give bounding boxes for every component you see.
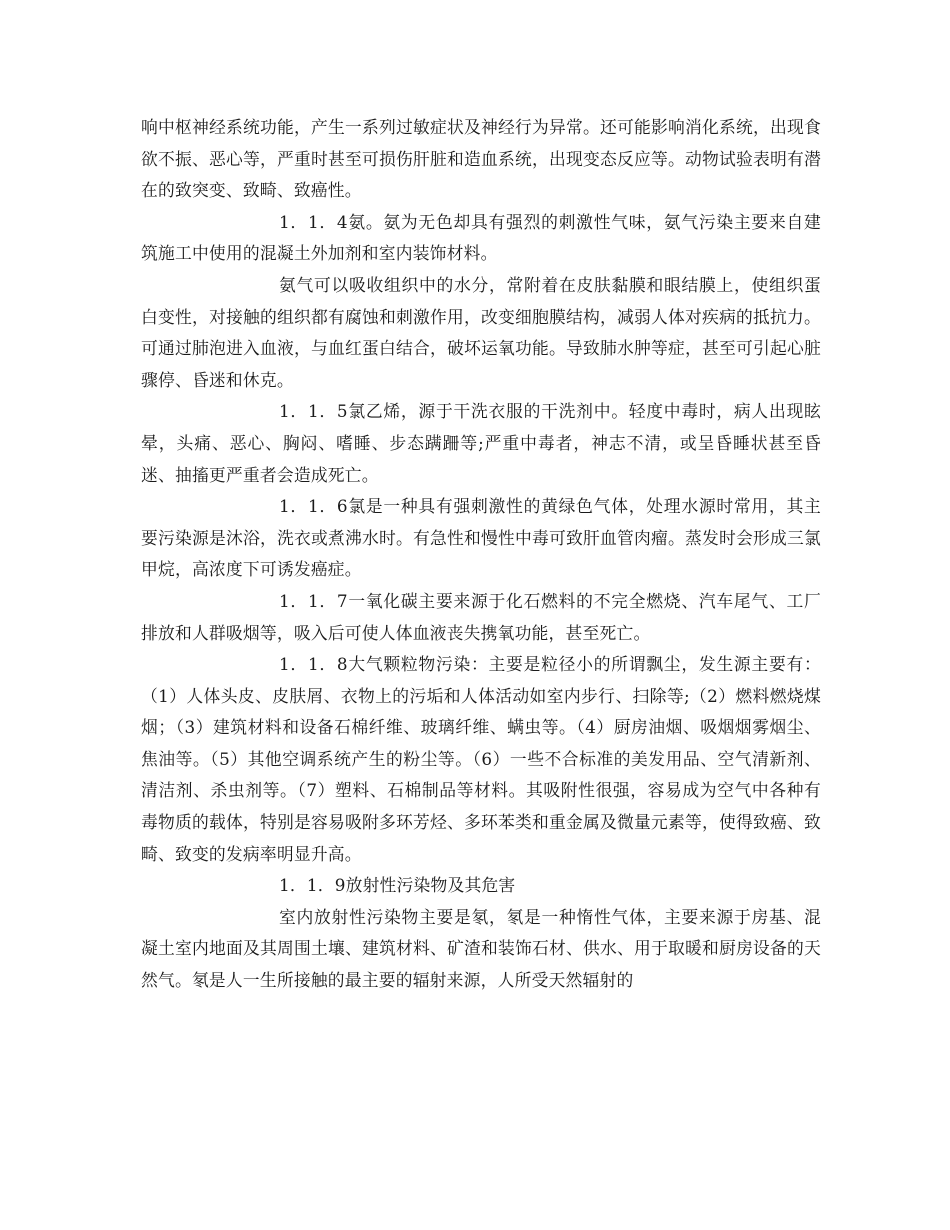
section-heading-radioactive: 1．1．9放射性污染物及其危害 <box>279 875 516 896</box>
paragraph-radon: 室内放射性污染物主要是氡，氡是一种惰性气体，主要来源于房基、混凝土室内地面及其周围土壤、建筑材料、矿渣和装饰石材、供水、用于取暖和厨房设备的天然气。氡是人一生所接触的最主要的辐射来源，人所受天然辐射的 <box>141 906 821 991</box>
paragraph-chlorine: 1．1．6氯是一种具有强刺激性的黄绿色气体，处理水源时常用，其主要污染源是沐浴，洗衣或煮沸水时。有急性和慢性中毒可致肝血管肉瘤。蒸发时会形成三氯甲烷，高浓度下可诱发癌症。 <box>141 496 821 580</box>
paragraph-ammonia: 1．1．4氨。氨为无色却具有强烈的刺激性气味，氨气污染主要来自建筑施工中使用的混凝土外加剂和室内装饰材料。 <box>141 211 821 264</box>
paragraph-vinyl-chloride: 1．1．5氯乙烯，源于干洗衣服的干洗剂中。轻度中毒时，病人出现眩晕，头痛、恶心、胸闷、嗜睡、步态蹒跚等;严重中毒者，神志不清，或呈昏睡状甚至昏迷、抽搐更严重者会造成死亡。 <box>141 401 821 485</box>
document-body <box>141 112 821 997</box>
paragraph-carbon-monoxide: 1．1．7一氧化碳主要来源于化石燃料的不完全燃烧、汽车尾气、工厂排放和人群吸烟等，吸入后可使人体血液丧失携氧功能，甚至死亡。 <box>141 590 821 643</box>
paragraph-continuation: 响中枢神经系统功能，产生一系列过敏症状及神经行为异常。还可能影响消化系统，出现食欲不振、恶心等，严重时甚至可损伤肝脏和造血系统，出现变态反应等。动物试验表明有潜在的致突变、致畸、致癌性。 <box>141 117 821 201</box>
paragraph-ammonia-effects: 氨气可以吸收组织中的水分，常附着在皮肤黏膜和眼结膜上，使组织蛋白变性，对接触的组织都有腐蚀和刺激作用，改变细胞膜结构，减弱人体对疾病的抵抗力。可通过肺泡进入血液，与血红蛋白结合，破坏运氧功能。导致肺水肿等症，甚至可引起心脏骤停、昏迷和休克。 <box>141 274 821 390</box>
paragraph-particulate-matter: 1．1．8大气颗粒物污染：主要是粒径小的所谓飘尘，发生源主要有：（1）人体头皮、皮肤屑、衣物上的污垢和人体活动如室内步行、扫除等;（2）燃料燃烧煤烟；（3）建筑材料和设备石棉纤维、玻璃纤维、螨虫等。（4）厨房油烟、吸烟烟雾烟尘、焦油等。（5）其他空调系统产生的粉尘等。（6）一些不合标准的美发用品、空气清新剂、清洁剂、杀虫剂等。（7）塑料、石棉制品等材料。其吸附性很强，容易成为空气中各种有毒物质的载体，特别是容易吸附多环芳烃、多环苯类和重金属及微量元素等，使得致癌、致畸、致变的发病率明显升高。 <box>141 654 821 864</box>
